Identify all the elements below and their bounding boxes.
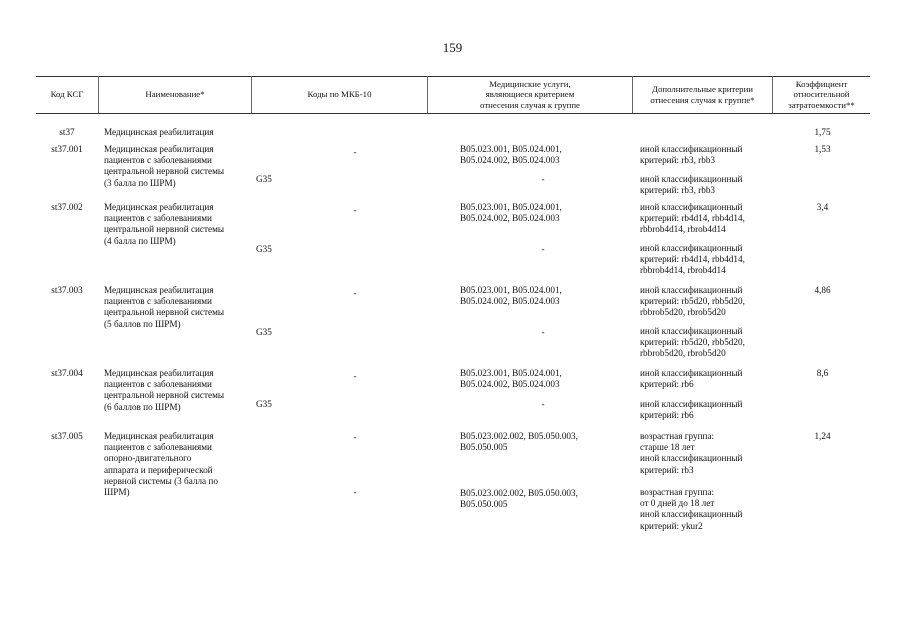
criteria: возрастная группа: от 0 дней до 18 лет иной классификационный критерий: ykur2 — [640, 487, 743, 531]
criteria: иной классификационный критерий: rb6 — [640, 399, 743, 421]
criteria: иной классификационный критерий: rb3, rbb3 — [640, 174, 743, 196]
mkb-code: - — [353, 288, 357, 298]
row-name: Медицинская реабилитация пациентов с заболеваниями центральной нервной системы (3 балла по ШРМ) — [104, 144, 225, 188]
service-codes: B05.023.002.002, B05.050.003, B05.050.005 — [460, 488, 578, 510]
service-codes: B05.023.001, B05.024.001, B05.024.002, B05.024.003 — [460, 285, 562, 307]
header-services: Медицинские услуги, являющиеся критерием отнесения случая к группе — [480, 78, 580, 110]
service-codes: B05.023.001, B05.024.001, B05.024.002, B05.024.003 — [460, 368, 562, 390]
header-mkb: Коды по МКБ-10 — [307, 89, 372, 100]
row-name: Медицинская реабилитация — [104, 127, 214, 137]
row-coefficient: 4,86 — [814, 285, 831, 295]
mkb-code: - — [353, 432, 357, 442]
row-code: st37.004 — [51, 368, 83, 378]
header-coefficient: Коэффициент относительной затратоемкости** — [788, 78, 855, 110]
header-code: Код КСГ — [50, 89, 84, 100]
row-name: Медицинская реабилитация пациентов с заболеваниями опорно-двигательного аппарата и периферической нервной системы (3 балла по ШРМ) — [104, 431, 218, 498]
row-code: st37 — [59, 127, 75, 137]
criteria: иной классификационный критерий: rb3, rbb3 — [640, 144, 743, 166]
mkb-code: G35 — [256, 327, 272, 337]
criteria: иной классификационный критерий: rb4d14, rbb4d14, rbbrob4d14, rbrob4d14 — [640, 202, 745, 235]
mkb-code: G35 — [256, 174, 272, 184]
row-code: st37.003 — [51, 285, 83, 295]
service-codes: - — [541, 244, 545, 254]
service-codes: - — [541, 399, 545, 409]
mkb-code: G35 — [256, 244, 272, 254]
mkb-code: G35 — [256, 399, 272, 409]
mkb-code: - — [353, 205, 357, 215]
header-bottom-border — [36, 113, 870, 114]
row-code: st37.005 — [51, 431, 83, 441]
service-codes: - — [541, 174, 545, 184]
header-name: Наименование* — [145, 89, 205, 100]
service-codes: B05.023.001, B05.024.001, B05.024.002, B05.024.003 — [460, 144, 562, 166]
service-codes: - — [541, 327, 545, 337]
row-code: st37.002 — [51, 202, 83, 212]
criteria: иной классификационный критерий: rb6 — [640, 368, 743, 390]
service-codes: B05.023.002.002, B05.050.003, B05.050.005 — [460, 431, 578, 453]
mkb-code: - — [353, 371, 357, 381]
row-coefficient: 8,6 — [816, 368, 829, 378]
criteria: возрастная группа: старше 18 лет иной классификационный критерий: rb3 — [640, 431, 743, 475]
header-criteria: Дополнительные критерии отнесения случая к группе* — [650, 83, 755, 105]
row-name: Медицинская реабилитация пациентов с заболеваниями центральной нервной системы (5 баллов по ШРМ) — [104, 285, 225, 329]
mkb-code: - — [353, 487, 357, 497]
mkb-code: - — [353, 147, 357, 157]
criteria: иной классификационный критерий: rb4d14, rbb4d14, rbbrob4d14, rbrob4d14 — [640, 243, 745, 276]
row-name: Медицинская реабилитация пациентов с заболеваниями центральной нервной системы (6 баллов по ШРМ) — [104, 368, 225, 412]
row-code: st37.001 — [51, 144, 83, 154]
page-number: 159 — [442, 40, 463, 55]
criteria: иной классификационный критерий: rb5d20, rbb5d20, rbbrob5d20, rbrob5d20 — [640, 285, 745, 318]
row-name: Медицинская реабилитация пациентов с заболеваниями центральной нервной системы (4 балла по ШРМ) — [104, 202, 225, 246]
row-coefficient: 1,75 — [814, 127, 831, 137]
row-coefficient: 3,4 — [816, 202, 829, 212]
service-codes: B05.023.001, B05.024.001, B05.024.002, B05.024.003 — [460, 202, 562, 224]
row-coefficient: 1,24 — [814, 431, 831, 441]
criteria: иной классификационный критерий: rb5d20, rbb5d20, rbbrob5d20, rbrob5d20 — [640, 326, 745, 359]
row-coefficient: 1,53 — [814, 144, 831, 154]
